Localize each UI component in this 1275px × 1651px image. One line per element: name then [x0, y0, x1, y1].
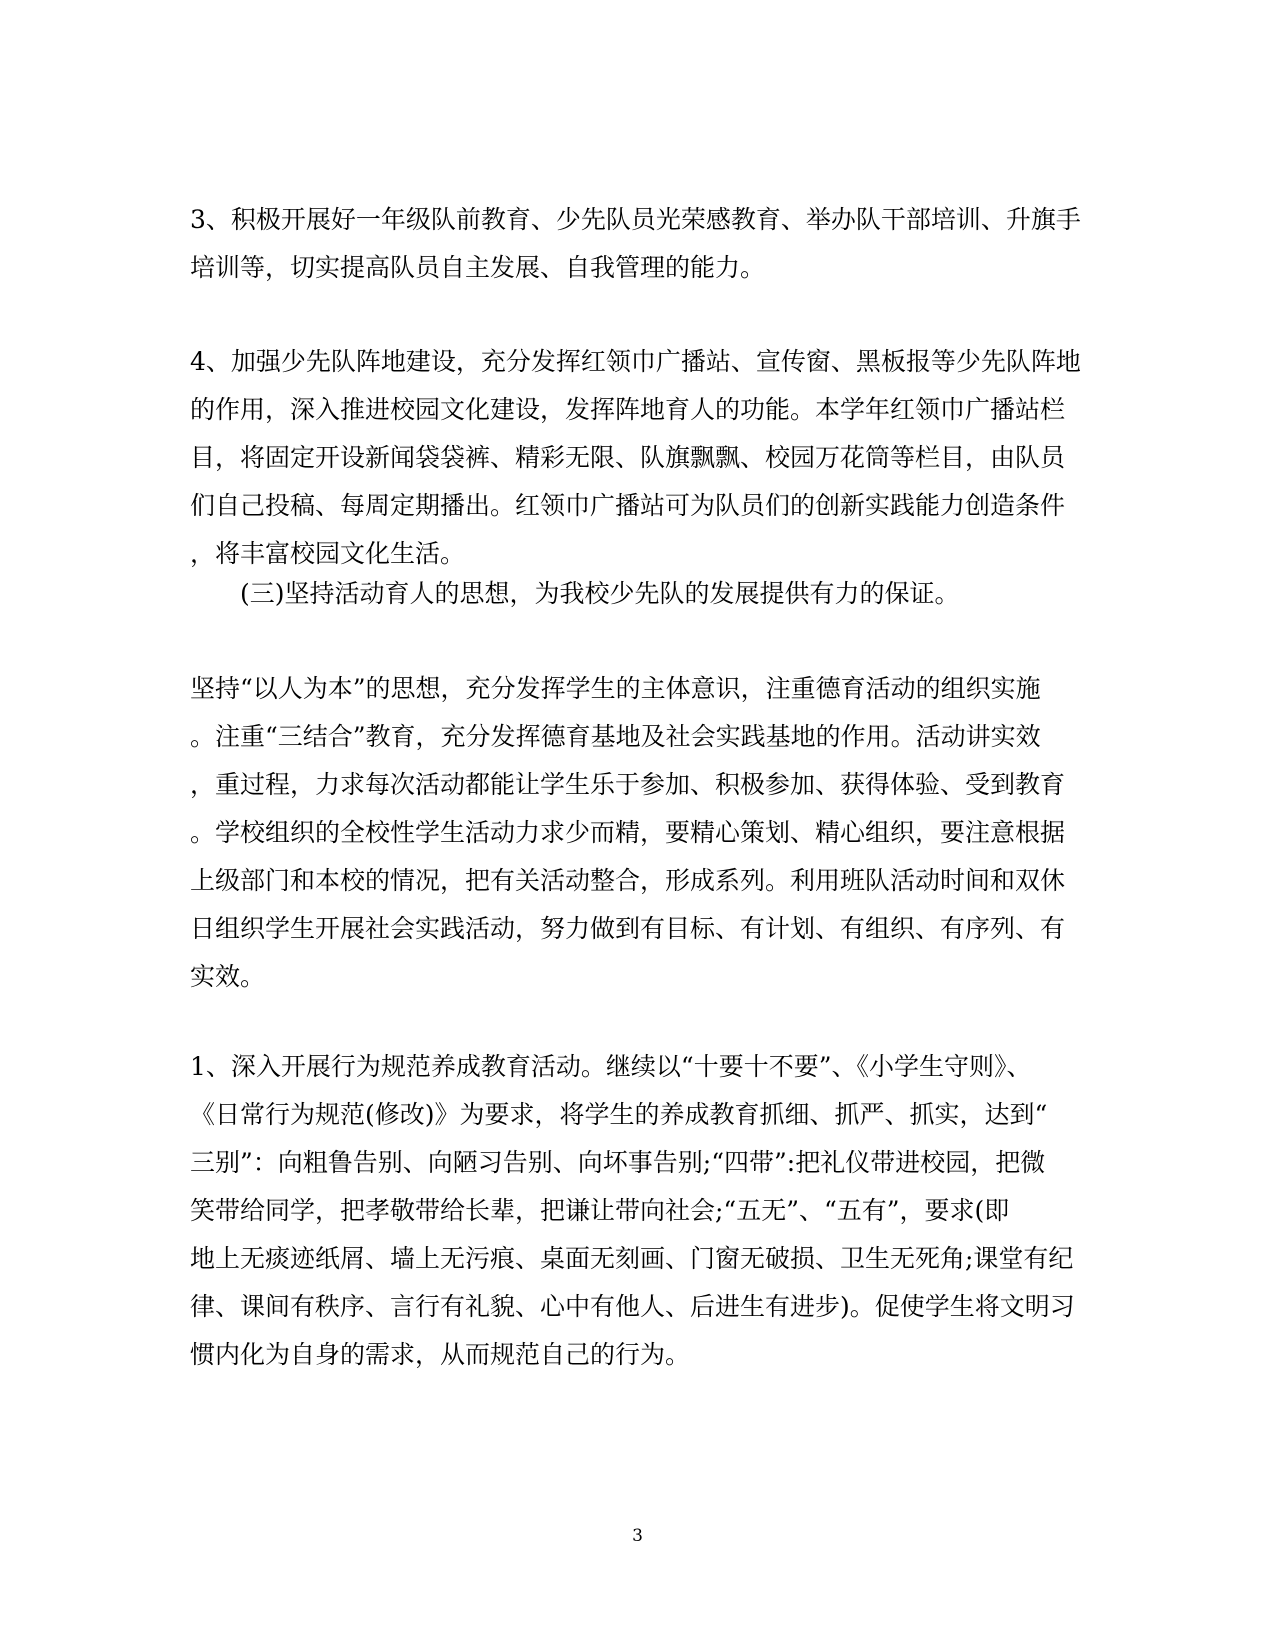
text-line: 目，将固定开设新闻袋袋裤、精彩无限、队旗飘飘、校园万花筒等栏目，由队员 [190, 443, 1066, 472]
text-line: 实效。 [190, 962, 266, 991]
paragraph-item-4 [190, 338, 1090, 578]
paragraph-activity-education [190, 665, 1090, 1001]
text-line: 日组织学生开展社会实践活动，努力做到有目标、有计划、有组织、有序列、有 [190, 914, 1066, 943]
text-line: 《日常行为规范(修改)》为要求，将学生的养成教育抓细、抓严、抓实，达到“ [190, 1100, 1048, 1129]
text-line: 3、积极开展好一年级队前教育、少先队员光荣感教育、举办队干部培训、升旗手 [190, 205, 1081, 234]
text-line: 地上无痰迹纸屑、墙上无污痕、桌面无刻画、门窗无破损、卫生无死角;课堂有纪 [190, 1244, 1074, 1273]
text-line: 们自己投稿、每周定期播出。红领巾广播站可为队员们的创新实践能力创造条件 [190, 491, 1066, 520]
paragraph-item-3 [190, 196, 1090, 292]
section-heading-three [240, 570, 1140, 618]
text-line: 三别”：向粗鲁告别、向陋习告别、向坏事告别;“四带”:把礼仪带进校园，把微 [190, 1148, 1046, 1177]
text-line: 惯内化为自身的需求，从而规范自己的行为。 [190, 1340, 691, 1369]
text-line: ，重过程，力求每次活动都能让学生乐于参加、积极参加、获得体验、受到教育 [190, 770, 1066, 799]
text-line: 4、加强少先队阵地建设，充分发挥红领巾广播站、宣传窗、黑板报等少先队阵地 [190, 347, 1081, 376]
text-line: 。学校组织的全校性学生活动力求少而精，要精心策划、精心组织，要注意根据 [190, 818, 1066, 847]
text-line: 。注重“三结合”教育，充分发挥德育基地及社会实践基地的作用。活动讲实效 [190, 722, 1041, 751]
text-line: 律、课间有秩序、言行有礼貌、心中有他人、后进生有进步)。促使学生将文明习 [190, 1292, 1075, 1321]
paragraph-item-1 [190, 1043, 1090, 1379]
text-line: 的作用，深入推进校园文化建设，发挥阵地育人的功能。本学年红领巾广播站栏 [190, 395, 1066, 424]
text-line: (三)坚持活动育人的思想，为我校少先队的发展提供有力的保证。 [240, 579, 960, 608]
text-line: 上级部门和本校的情况，把有关活动整合，形成系列。利用班队活动时间和双休 [190, 866, 1066, 895]
text-line: 1、深入开展行为规范养成教育活动。继续以“十要十不要”、《小学生守则》、 [190, 1052, 1032, 1081]
text-line: 培训等，切实提高队员自主发展、自我管理的能力。 [190, 253, 766, 282]
text-line: 坚持“以人为本”的思想，充分发挥学生的主体意识，注重德育活动的组织实施 [190, 674, 1041, 703]
text-line: ，将丰富校园文化生活。 [190, 539, 466, 568]
text-line: 笑带给同学，把孝敬带给长辈，把谦让带向社会;“五无”、“五有”，要求(即 [190, 1196, 1010, 1225]
page-number: 3 [632, 1526, 643, 1546]
